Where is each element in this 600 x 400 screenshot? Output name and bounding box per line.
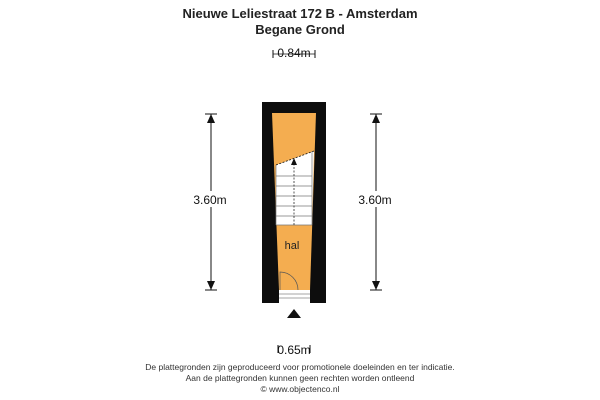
disclaimer-line-2: Aan de plattegronden kunnen geen rechten worden ontleend: [185, 373, 415, 383]
top-width-label: 0.84m: [277, 46, 311, 60]
right-height-label: 3.60m: [358, 193, 392, 207]
right-height-dimension: [354, 114, 396, 290]
disclaimer-line-1: De plattegronden zijn geproduceerd voor promotionele doeleinden en ter indicatie.: [145, 362, 455, 372]
bottom-width-dimension: [277, 343, 310, 357]
copyright-line: © www.objectenco.nl: [260, 384, 340, 394]
floor-title: Begane Grond: [255, 22, 345, 37]
top-width-dimension: [273, 46, 315, 60]
left-height-label: 3.60m: [193, 193, 227, 207]
address-title: Nieuwe Leliestraat 172 B - Amsterdam: [182, 6, 418, 21]
bottom-width-label: 0.65m: [277, 343, 311, 357]
room-label-hal: hal: [284, 240, 300, 252]
entrance-arrow-icon: [287, 309, 301, 318]
left-height-dimension: [190, 114, 230, 290]
